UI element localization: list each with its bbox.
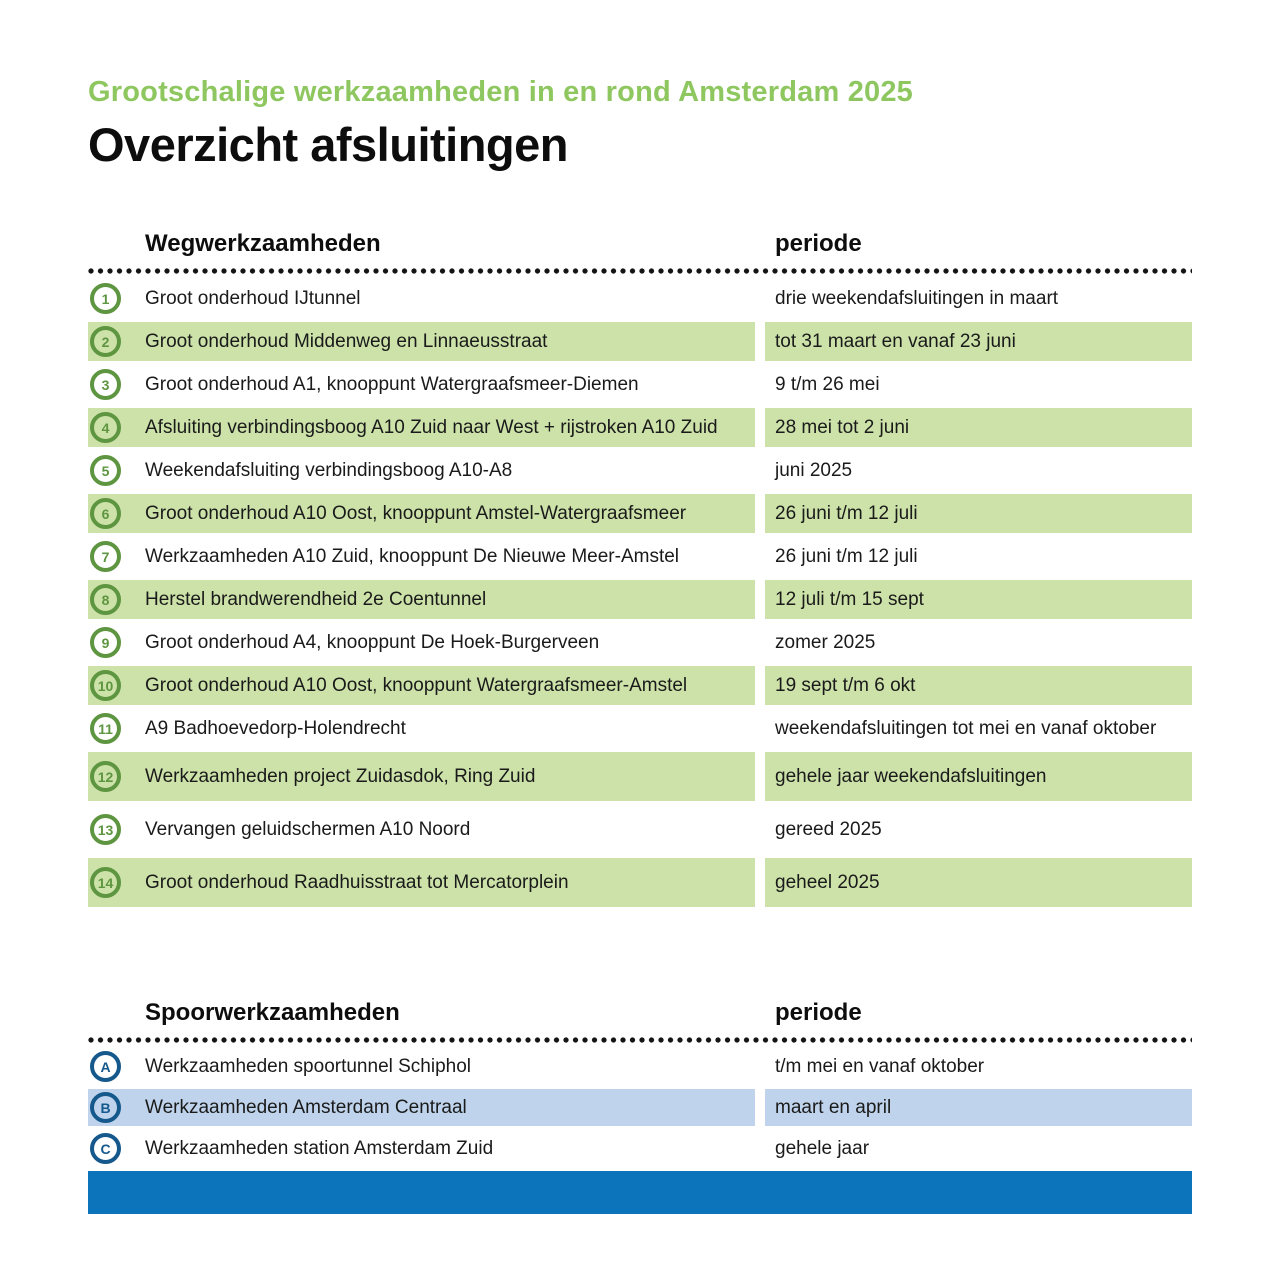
row-badge: A — [90, 1051, 121, 1082]
period-value: 26 juni t/m 12 juli — [775, 545, 918, 567]
road-period-column-header: periode — [775, 230, 862, 257]
period-value: 19 sept t/m 6 okt — [765, 666, 1192, 705]
work-description: Weekendafsluiting verbindingsboog A10-A8 — [145, 459, 513, 481]
table-row — [88, 580, 1192, 619]
row-badge: 2 — [90, 326, 121, 357]
row-badge: 10 — [90, 670, 121, 701]
table-row — [88, 1130, 1192, 1167]
period-value: gehele jaar weekendafsluitingen — [765, 752, 1192, 801]
period-value: drie weekendafsluitingen in maart — [775, 287, 1059, 309]
work-cell — [88, 322, 755, 361]
work-description: Groot onderhoud A1, knooppunt Watergraafsmeer-Diemen — [145, 373, 639, 395]
row-badge: B — [90, 1092, 121, 1123]
work-cell — [88, 494, 755, 533]
table-row — [88, 858, 1192, 907]
work-description: Groot onderhoud A4, knooppunt De Hoek-Burgerveen — [145, 631, 600, 653]
period-value: juni 2025 — [775, 459, 853, 481]
table-row — [88, 752, 1192, 801]
period-value: 26 juni t/m 12 juli — [765, 494, 1192, 533]
row-badge: 8 — [90, 584, 121, 615]
rail-table-rows — [88, 1048, 1192, 1167]
work-description: Werkzaamheden Amsterdam Centraal — [145, 1096, 467, 1118]
dotted-divider — [88, 1037, 1192, 1043]
work-description: Werkzaamheden A10 Zuid, knooppunt De Nieuwe Meer-Amstel — [145, 545, 680, 567]
work-cell — [88, 365, 755, 404]
work-cell — [88, 451, 755, 490]
work-description: Werkzaamheden spoortunnel Schiphol — [145, 1055, 472, 1077]
period-value: gereed 2025 — [775, 818, 882, 840]
work-cell — [88, 709, 755, 748]
table-row — [88, 494, 1192, 533]
page-subtitle: Grootschalige werkzaamheden in en rond Amsterdam 2025 — [88, 76, 914, 108]
table-row — [88, 1048, 1192, 1085]
road-table-rows — [88, 279, 1192, 907]
row-badge: 12 — [90, 761, 121, 792]
period-value: tot 31 maart en vanaf 23 juni — [765, 322, 1192, 361]
work-description: Werkzaamheden project Zuidasdok, Ring Zuid — [145, 765, 536, 787]
work-cell — [88, 805, 755, 854]
table-row — [88, 408, 1192, 447]
work-cell — [88, 1130, 755, 1167]
table-row — [88, 623, 1192, 662]
row-badge: 5 — [90, 455, 121, 486]
table-row — [88, 322, 1192, 361]
period-value: weekendafsluitingen tot mei en vanaf oktober — [775, 717, 1157, 739]
dotted-divider — [88, 268, 1192, 274]
work-description: Herstel brandwerendheid 2e Coentunnel — [145, 588, 487, 610]
table-row — [88, 451, 1192, 490]
work-cell — [88, 666, 755, 705]
row-badge: 7 — [90, 541, 121, 572]
work-description: Groot onderhoud A10 Oost, knooppunt Watergraafsmeer-Amstel — [145, 674, 688, 696]
work-cell — [88, 1048, 755, 1085]
row-badge: 11 — [90, 713, 121, 744]
row-badge: 1 — [90, 283, 121, 314]
page-title: Overzicht afsluitingen — [88, 118, 568, 171]
work-cell — [88, 408, 755, 447]
row-badge: 13 — [90, 814, 121, 845]
table-row — [88, 805, 1192, 854]
row-badge: 6 — [90, 498, 121, 529]
work-description: Groot onderhoud Raadhuisstraat tot Mercatorplein — [145, 871, 569, 893]
row-badge: 14 — [90, 867, 121, 898]
table-row — [88, 279, 1192, 318]
rail-table-header — [88, 999, 1192, 1027]
period-value: zomer 2025 — [775, 631, 876, 653]
period-value: maart en april — [765, 1089, 1192, 1126]
row-badge: 4 — [90, 412, 121, 443]
work-cell — [88, 623, 755, 662]
period-value: 9 t/m 26 mei — [775, 373, 880, 395]
work-cell — [88, 279, 755, 318]
period-value: t/m mei en vanaf oktober — [775, 1055, 985, 1077]
footer-blue-bar — [88, 1171, 1192, 1214]
period-value: 28 mei tot 2 juni — [765, 408, 1192, 447]
period-value: geheel 2025 — [765, 858, 1192, 907]
row-badge: 9 — [90, 627, 121, 658]
rail-works-column-header: Spoorwerkzaamheden — [145, 999, 400, 1026]
work-cell — [88, 752, 755, 801]
road-works-column-header: Wegwerkzaamheden — [145, 230, 381, 257]
road-works-table — [88, 230, 1192, 907]
row-badge: 3 — [90, 369, 121, 400]
work-cell — [88, 1089, 755, 1126]
table-row — [88, 666, 1192, 705]
work-description: A9 Badhoevedorp-Holendrecht — [145, 717, 406, 739]
work-description: Afsluiting verbindingsboog A10 Zuid naar West + rijstroken A10 Zuid — [145, 416, 718, 438]
table-row — [88, 1089, 1192, 1126]
work-description: Groot onderhoud Middenweg en Linnaeusstraat — [145, 330, 548, 352]
work-description: Groot onderhoud IJtunnel — [145, 287, 361, 309]
table-row — [88, 537, 1192, 576]
table-row — [88, 365, 1192, 404]
row-badge: C — [90, 1133, 121, 1164]
work-cell — [88, 537, 755, 576]
work-description: Groot onderhoud A10 Oost, knooppunt Amstel-Watergraafsmeer — [145, 502, 687, 524]
work-cell — [88, 580, 755, 619]
work-description: Werkzaamheden station Amsterdam Zuid — [145, 1137, 494, 1159]
work-cell — [88, 858, 755, 907]
rail-works-table — [88, 999, 1192, 1214]
table-row — [88, 709, 1192, 748]
road-table-header — [88, 230, 1192, 258]
rail-period-column-header: periode — [775, 999, 862, 1026]
period-value: 12 juli t/m 15 sept — [765, 580, 1192, 619]
work-description: Vervangen geluidschermen A10 Noord — [145, 818, 471, 840]
period-value: gehele jaar — [775, 1137, 870, 1159]
